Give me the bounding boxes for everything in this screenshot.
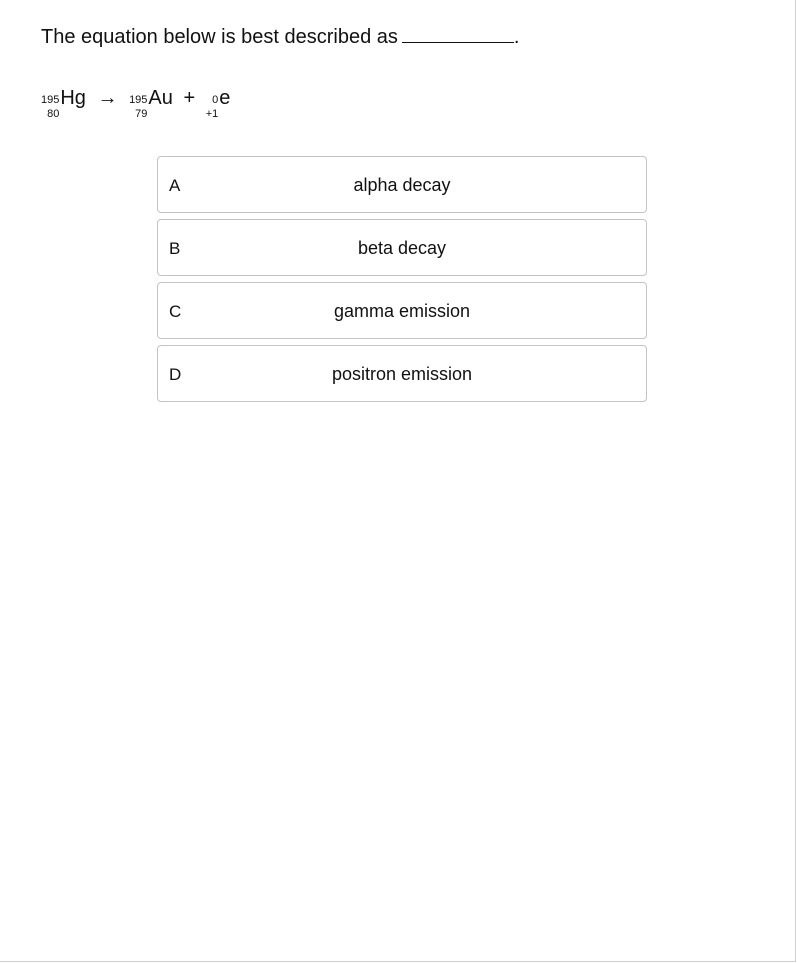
product1-symbol: Au (148, 87, 173, 109)
option-letter: A (169, 176, 181, 195)
option-d[interactable] (157, 345, 647, 402)
product1-nuclide (129, 84, 173, 120)
question-period: . (513, 26, 520, 48)
option-letter: B (169, 239, 181, 258)
product2-symbol: e (219, 87, 231, 109)
product2-atomic-number: +1 (205, 108, 219, 120)
option-letter: D (169, 365, 182, 384)
option-text: alpha decay (353, 175, 451, 195)
reaction-arrow: → (97, 87, 118, 109)
plus-sign: + (183, 87, 196, 109)
product2-mass-number: 0 (212, 94, 219, 106)
question-text: The equation below is best described as (41, 26, 398, 48)
nuclear-equation (41, 84, 231, 120)
reactant-symbol: Hg (60, 87, 86, 109)
question-prompt (41, 22, 519, 51)
option-text: beta decay (357, 238, 447, 258)
option-text: gamma emission (333, 301, 471, 321)
product1-atomic-number: 79 (135, 108, 148, 120)
answer-options (157, 156, 647, 408)
reactant-atomic-number: 80 (47, 108, 60, 120)
option-b[interactable] (157, 219, 647, 276)
reactant-mass-number: 195 (41, 94, 60, 106)
option-a[interactable] (157, 156, 647, 213)
option-text: positron emission (331, 364, 473, 384)
product2-nuclide (205, 84, 231, 120)
answer-blank (402, 22, 514, 43)
option-c[interactable] (157, 282, 647, 339)
option-letter: C (169, 302, 182, 321)
product1-mass-number: 195 (129, 94, 148, 106)
reactant-nuclide (41, 84, 86, 120)
